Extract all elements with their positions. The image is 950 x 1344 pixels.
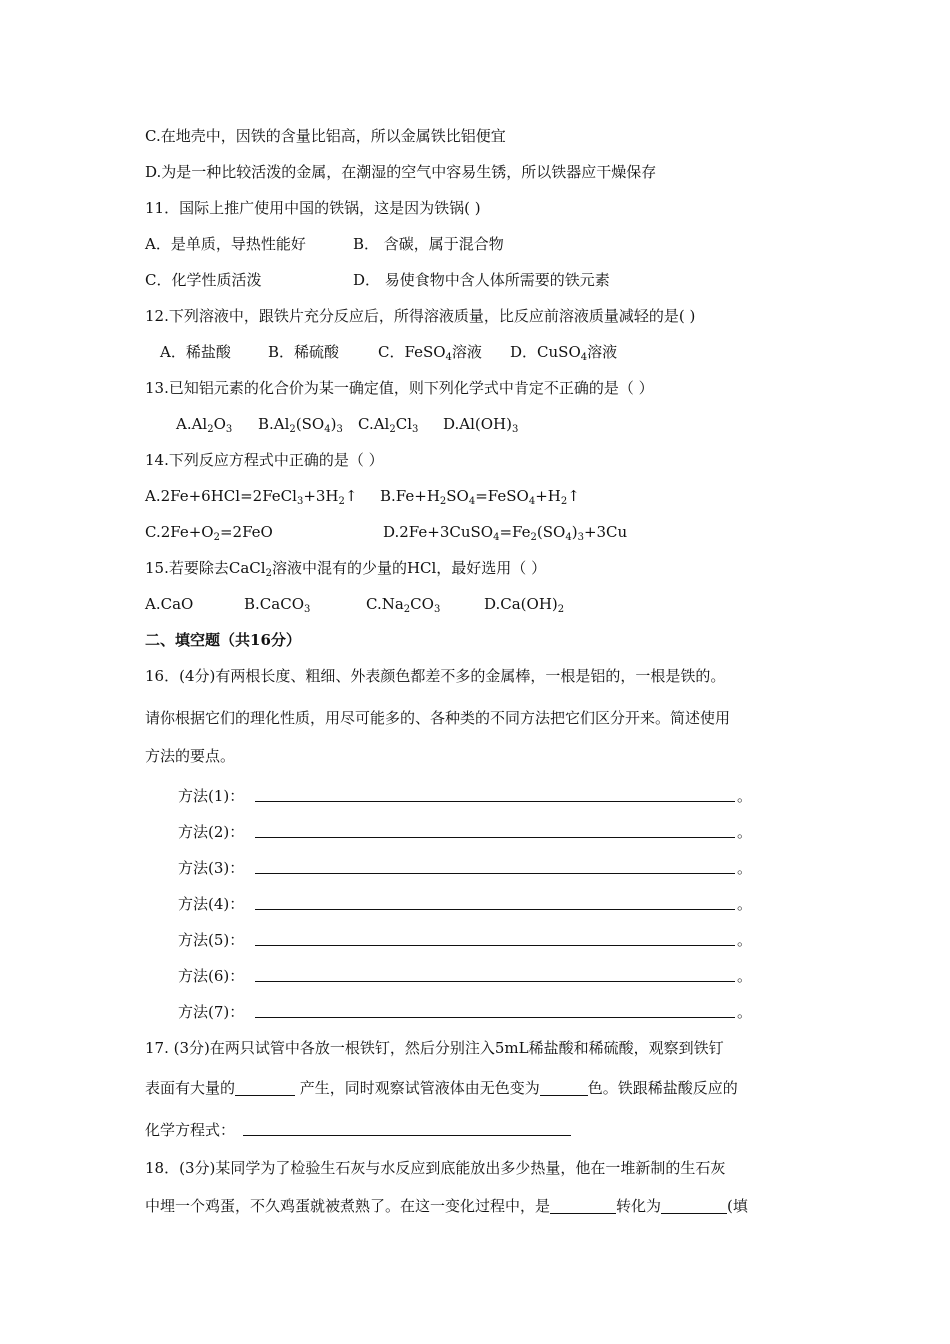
q14-option-d: $D.2Fe+3CuSO_4=Fe_2(SO_4)_3+3Cu$ <box>383 523 628 543</box>
period: 。 <box>737 859 753 877</box>
period: 。 <box>737 823 753 841</box>
method-label-4: 方法(4)： <box>178 895 245 913</box>
q17-line1: 17. (3分)在两只试管中各放一根铁钉，然后分别注入5mL稀盐酸和稀硫酸，观察到铁钉 <box>145 1039 724 1057</box>
period: 。 <box>737 967 753 985</box>
answer-blank-3[interactable] <box>255 873 735 874</box>
q13-option-d: $D.Al(OH)_3$ <box>443 415 519 435</box>
q17-blank-color[interactable] <box>540 1081 588 1096</box>
q15-stem: 15.若要除去CaCl$_2$溶液中混有的少量的HCl，最好选用（ ） <box>145 559 547 579</box>
q11-stem: 11．国际上推广使用中国的铁锅，这是因为铁锅( ) <box>145 199 481 217</box>
answer-blank-1[interactable] <box>255 801 735 802</box>
q13-option-a: $A.Al_2O_3$ <box>176 415 233 435</box>
q16-line3: 方法的要点。 <box>145 747 236 765</box>
method-label-5: 方法(5)： <box>178 931 245 949</box>
method-label-7: 方法(7)： <box>178 1003 245 1021</box>
q17-blank-gas[interactable] <box>235 1081 295 1096</box>
q13-option-c: $C.Al_2Cl_3$ <box>358 415 419 435</box>
method-label-6: 方法(6)： <box>178 967 245 985</box>
q17-line2: 表面有大量的 产生，同时观察试管液体由无色变为 色。铁跟稀盐酸反应的 <box>145 1079 738 1097</box>
method-label-3: 方法(3)： <box>178 859 245 877</box>
q14-option-c: $C.2Fe+O_2=2FeO$ <box>145 523 273 543</box>
q12-option-a: A．稀盐酸 <box>160 343 231 361</box>
q18-blank-from[interactable] <box>550 1199 616 1214</box>
q16-line1: 16．(4分)有两根长度、粗细、外表颜色都差不多的金属棒，一根是铝的，一根是铁的。 <box>145 667 726 685</box>
q12-option-c: C．FeSO$_4$溶液 <box>378 343 482 363</box>
q11-option-d: D． 易使食物中含人体所需要的铁元素 <box>353 271 610 289</box>
period: 。 <box>737 931 753 949</box>
q15-option-a: A.CaO <box>145 595 194 613</box>
q12-stem: 12.下列溶液中，跟铁片充分反应后，所得溶液质量，比反应前溶液质量减轻的是( ) <box>145 307 696 325</box>
q16-line2: 请你根据它们的理化性质，用尽可能多的、各种类的不同方法把它们区分开来。简述使用 <box>145 709 731 727</box>
answer-blank-2[interactable] <box>255 837 735 838</box>
period: 。 <box>737 1003 753 1021</box>
q18-line1: 18．(3分)某同学为了检验生石灰与水反应到底能放出多少热量，他在一堆新制的生石灰 <box>145 1159 726 1177</box>
q14-stem: 14.下列反应方程式中正确的是（ ） <box>145 451 384 469</box>
q11-option-a: A．是单质，导热性能好 <box>145 235 306 253</box>
q10-option-d: D.为是一种比较活泼的金属，在潮湿的空气中容易生锈，所以铁器应干燥保存 <box>145 163 657 181</box>
answer-blank-5[interactable] <box>255 945 735 946</box>
q17-equation-blank[interactable] <box>243 1135 571 1136</box>
q14-option-a: $A.2Fe+6HCl=2FeCl_3+3H_2↑$ <box>145 487 358 507</box>
q17-line3: 化学方程式： <box>145 1121 236 1139</box>
answer-blank-6[interactable] <box>255 981 735 982</box>
q13-stem: 13.已知铝元素的化合价为某一确定值，则下列化学式中肯定不正确的是（ ） <box>145 379 654 397</box>
q15-option-c: $C.Na_2CO_3$ <box>366 595 441 615</box>
q15-option-d: $D.Ca(OH)_2$ <box>484 595 565 615</box>
period: 。 <box>737 787 753 805</box>
method-label-2: 方法(2)： <box>178 823 245 841</box>
answer-blank-7[interactable] <box>255 1017 735 1018</box>
q11-option-b: B． 含碳，属于混合物 <box>353 235 504 253</box>
q13-option-b: $B.Al_2(SO_4)_3$ <box>258 415 343 435</box>
q12-option-b: B．稀硫酸 <box>268 343 340 361</box>
q11-option-c: C．化学性质活泼 <box>145 271 262 289</box>
period: 。 <box>737 895 753 913</box>
answer-blank-4[interactable] <box>255 909 735 910</box>
q18-blank-to[interactable] <box>661 1199 727 1214</box>
q12-option-d: D．CuSO$_4$溶液 <box>510 343 618 363</box>
q15-option-b: B.CaCO$_3$ <box>244 595 311 615</box>
q14-option-b: $B.Fe+H_2SO_4=FeSO_4+H_2↑$ <box>380 487 580 507</box>
q18-line2: 中埋一个鸡蛋，不久鸡蛋就被煮熟了。在这一变化过程中，是 转化为 (填 <box>145 1197 748 1215</box>
q10-option-c: C.在地壳中，因铁的含量比铝高，所以金属铁比铝便宜 <box>145 127 506 145</box>
section-heading: 二、填空题（共16分） <box>145 631 301 649</box>
method-label-1: 方法(1)： <box>178 787 245 805</box>
